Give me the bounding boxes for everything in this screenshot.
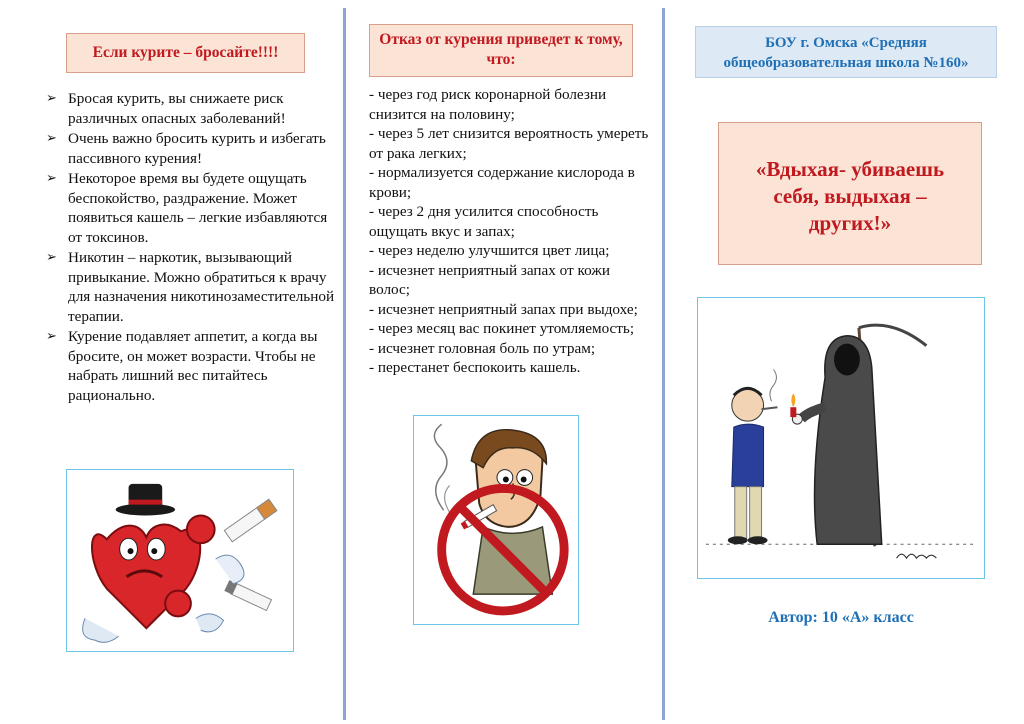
benefit-item: - исчезнет неприятный запах от кожи волос; bbox=[369, 261, 610, 298]
left-title-box bbox=[66, 33, 305, 73]
slogan: «Вдыхая- убиваешь себя, выдыхая – других!» bbox=[755, 157, 945, 235]
benefit-item: - перестанет беспокоить кашель. bbox=[369, 359, 581, 376]
benefit-item: - исчезнет головная боль по утрам; bbox=[369, 339, 596, 357]
benefit-item: - через 5 лет снизится вероятность умереть от рака легких; bbox=[369, 125, 649, 162]
school-box bbox=[695, 26, 997, 78]
column-divider-right bbox=[662, 8, 665, 720]
bullet-item: ➢ Никотин – наркотик, вызывающий привыкание. Можно обратиться к врачу для назначения никотинозаместительной терапии. bbox=[46, 248, 336, 326]
benefit-item: - через 2 дня усилится способность ощущать вкус и запах; bbox=[369, 203, 599, 240]
author-label: Автор: 10 «А» класс bbox=[768, 609, 914, 626]
benefits-list bbox=[369, 85, 649, 378]
no-smoking-illustration bbox=[413, 415, 579, 625]
bullet-item: ➢ Бросая курить, вы снижаете риск различных опасных заболеваний! bbox=[46, 89, 336, 128]
slogan-box bbox=[718, 122, 982, 265]
middle-title: Отказ от курения приведет к тому, что: bbox=[379, 31, 623, 68]
left-title: Если курите – бросайте!!!! bbox=[92, 44, 279, 61]
bullet-item: ➢ Очень важно бросить курить и избегать пассивного курения! bbox=[46, 129, 336, 168]
left-bullet-list bbox=[46, 89, 336, 406]
heart-illustration bbox=[66, 469, 294, 652]
benefit-item: - через неделю улучшится цвет лица; bbox=[369, 242, 610, 259]
column-divider-left bbox=[343, 8, 346, 720]
grim-reaper-illustration bbox=[697, 297, 985, 579]
grim-reaper-icon bbox=[698, 298, 984, 578]
bullet-item: ➢ Курение подавляет аппетит, а когда вы бросите, он может возрасти. Чтобы не набрать лишний вес питайтесь рационально. bbox=[46, 327, 336, 405]
heart-fighting-cigarette-icon bbox=[67, 470, 293, 651]
bullet-item: ➢ Некоторое время вы будете ощущать беспокойство, раздражение. Может появиться кашель – легкие избавляются от токсинов. bbox=[46, 169, 336, 247]
school-name: БОУ г. Омска «Средняя общеобразовательная школа №160» bbox=[723, 35, 969, 71]
benefit-item: - через месяц вас покинет утомляемость; bbox=[369, 320, 635, 337]
benefit-item: - через год риск коронарной болезни снизится на половину; bbox=[369, 86, 607, 123]
no-smoking-man-icon bbox=[414, 416, 578, 624]
middle-title-box bbox=[369, 24, 633, 77]
benefit-item: - нормализуется содержание кислорода в крови; bbox=[369, 164, 635, 201]
benefit-item: - исчезнет неприятный запах при выдохе; bbox=[369, 300, 638, 318]
